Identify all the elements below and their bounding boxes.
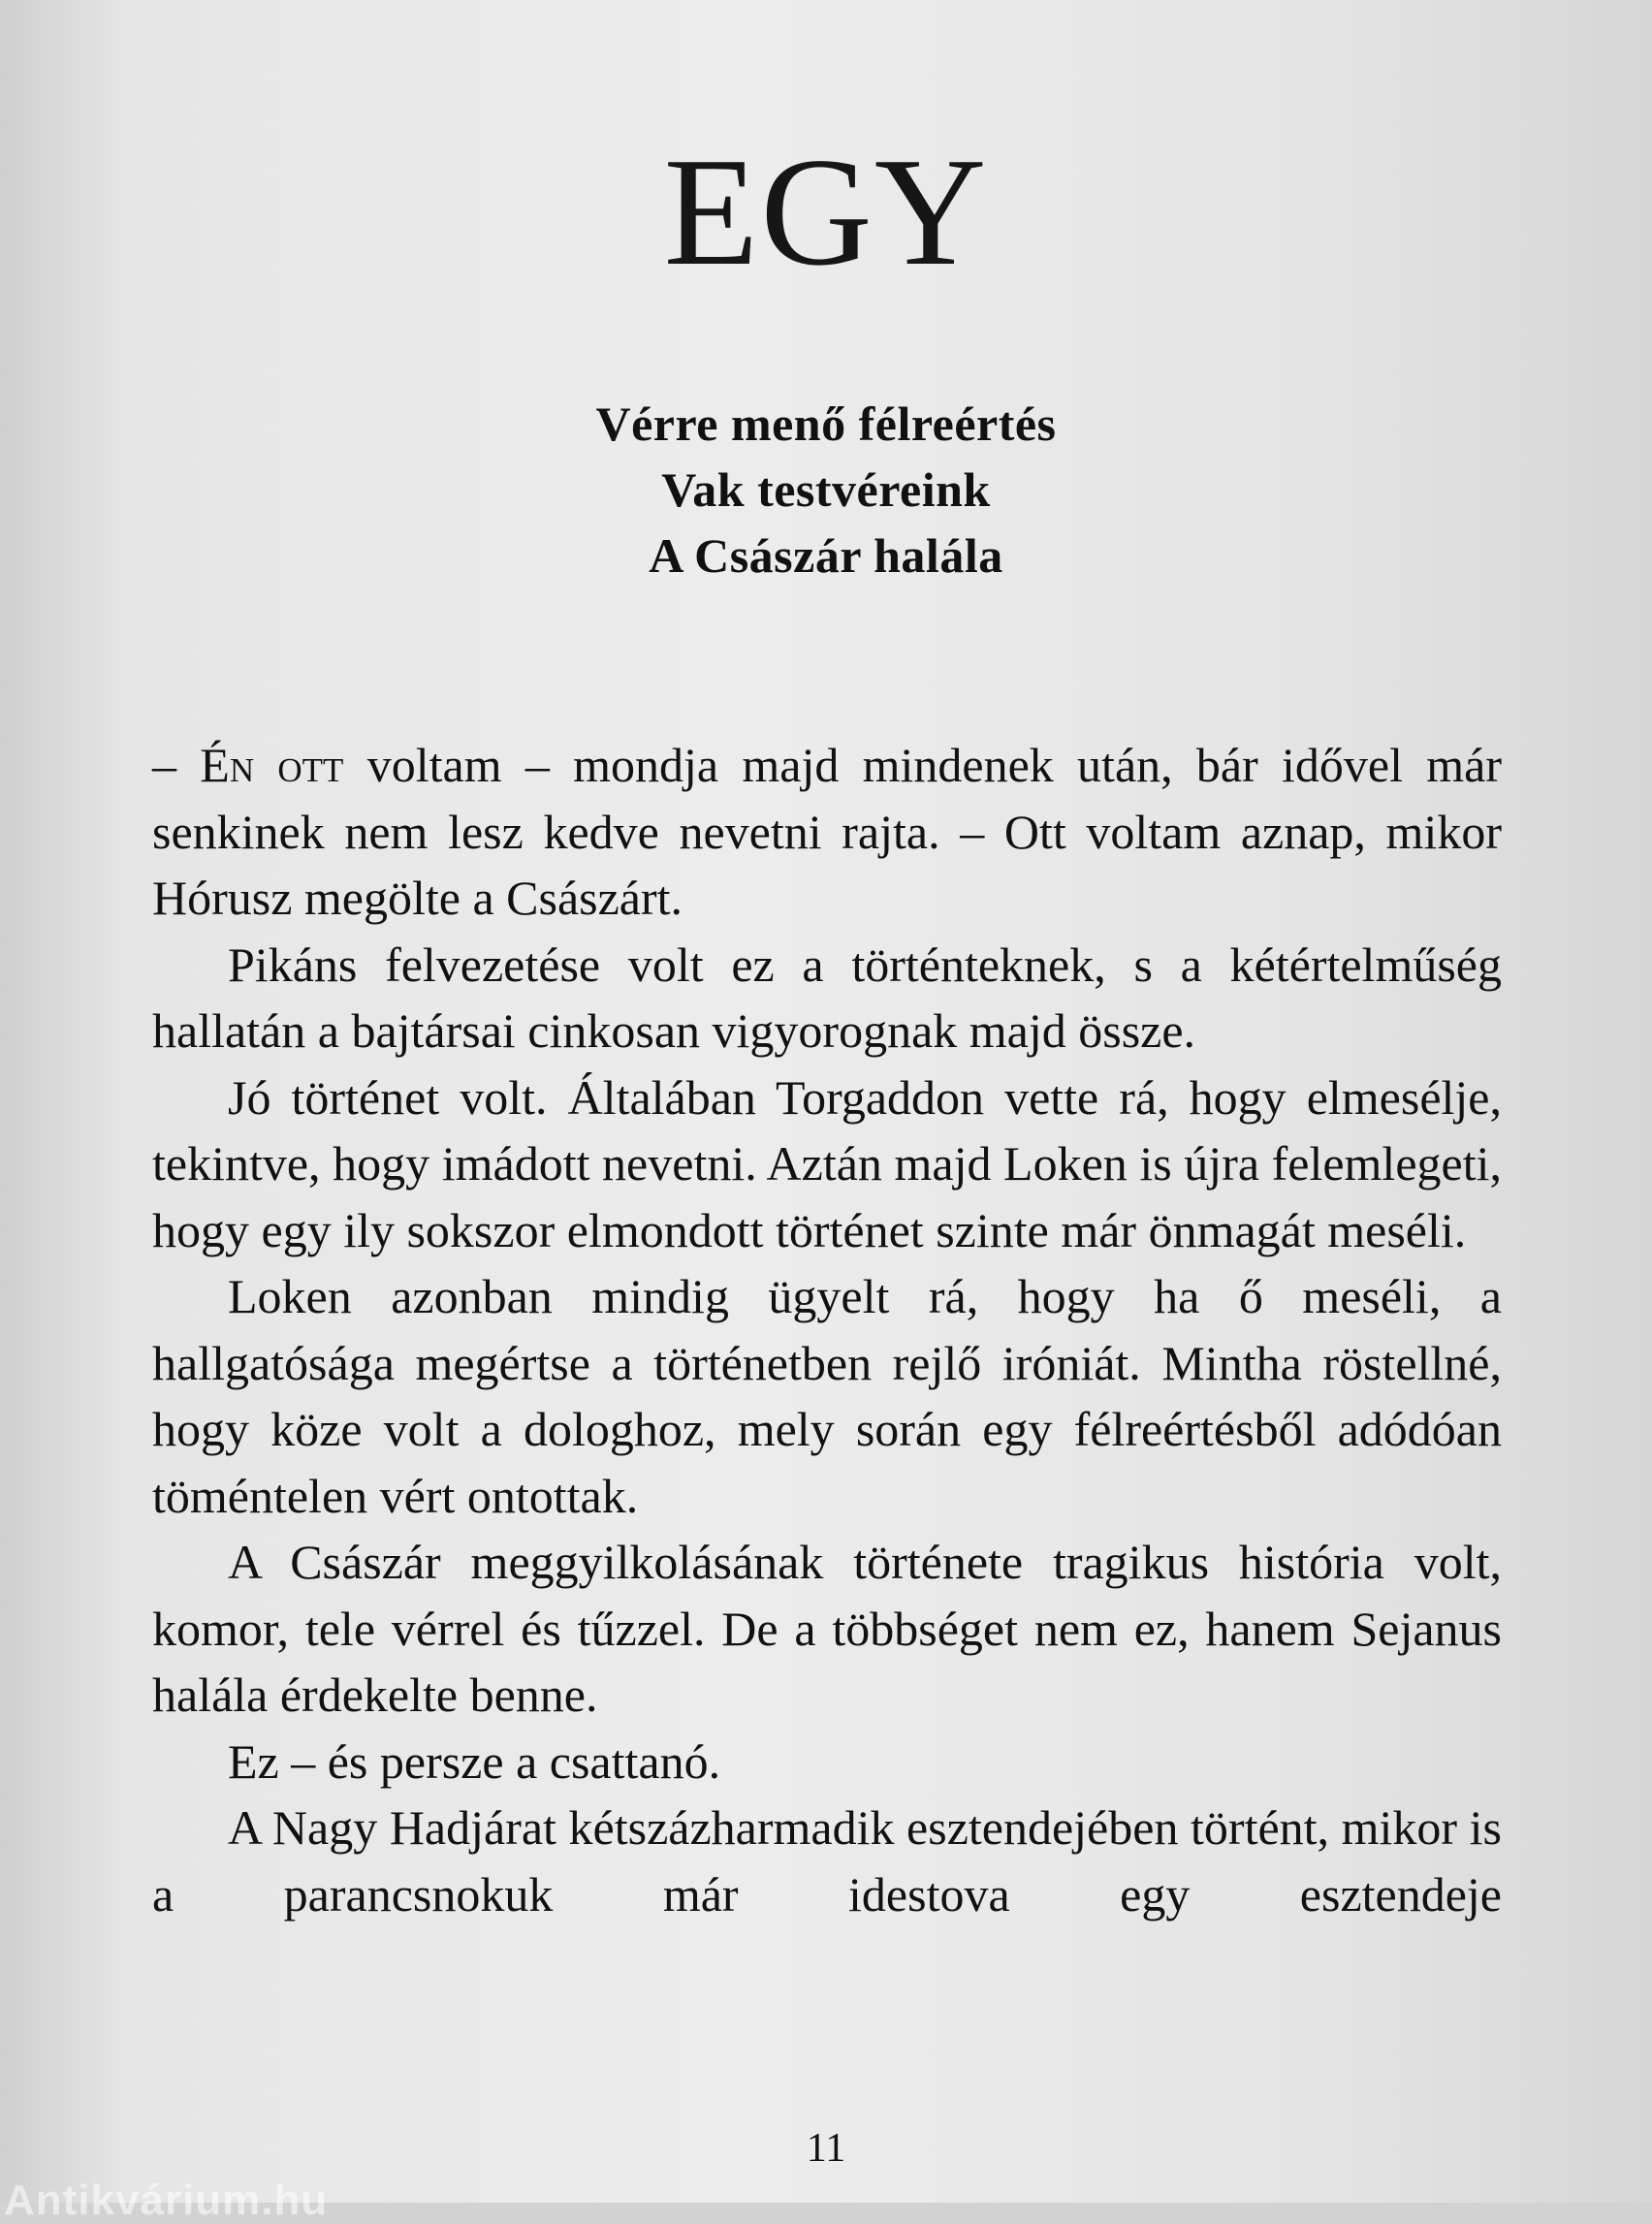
chapter-subtitle: Vérre menő félreértés (595, 397, 1057, 451)
chapter-title: EGY (663, 125, 989, 298)
opening-dash: – (152, 738, 201, 792)
paragraph: Jó történet volt. Általában Torgaddon vette rá, hogy elmesélje, tekintve, hogy imádott nevetni. Aztán majd Loken is újra felemlegeti, hogy egy ily sokszor elmondott történet szinte már önmagát meséli. (152, 1069, 1502, 1257)
watermark: Antikvárium.hu (4, 2176, 329, 2224)
chapter-subtitle: A Császár halála (649, 528, 1003, 583)
paragraph: Pikáns felvezetése volt ez a történteknek, s a kétértelműség hallatán a bajtársai cinkosan vigyorognak majd össze. (152, 937, 1502, 1058)
paragraph: A Nagy Hadjárat kétszázharmadik esztendejében történt, mikor is a parancsnokuk már idestova egy esztendeje (152, 1800, 1502, 1922)
opening-smallcaps: Én ott (200, 738, 344, 792)
paragraph-opening (152, 732, 1502, 932)
paragraph: Loken azonban mindig ügyelt rá, hogy ha ő meséli, a hallgatósága megértse a történetben rejlő iróniát. Mintha röstellné, hogy köze volt a dologhoz, mely során egy félreértésből adódóan töméntelen vért ontottak. (152, 1269, 1502, 1523)
chapter-subtitle: Vak testvéreink (661, 462, 991, 517)
paragraph: A Császár meggyilkolásának története tragikus história volt, komor, tele vérrel és tűzzel. De a többséget nem ez, hanem Sejanus halála érdekelte benne. (152, 1535, 1502, 1722)
body-text (152, 732, 1502, 1927)
page-number: 11 (806, 2126, 846, 2171)
paragraph: Ez – és persze a csattanó. (228, 1733, 721, 1789)
chapter-subtitles (0, 391, 1652, 588)
opening-text: voltam – mondja majd mindenek után, bár idővel már senkinek nem lesz kedve nevetni rajta. – Ott voltam aznap, mikor Hórusz megölte a Császárt. (152, 738, 1503, 925)
